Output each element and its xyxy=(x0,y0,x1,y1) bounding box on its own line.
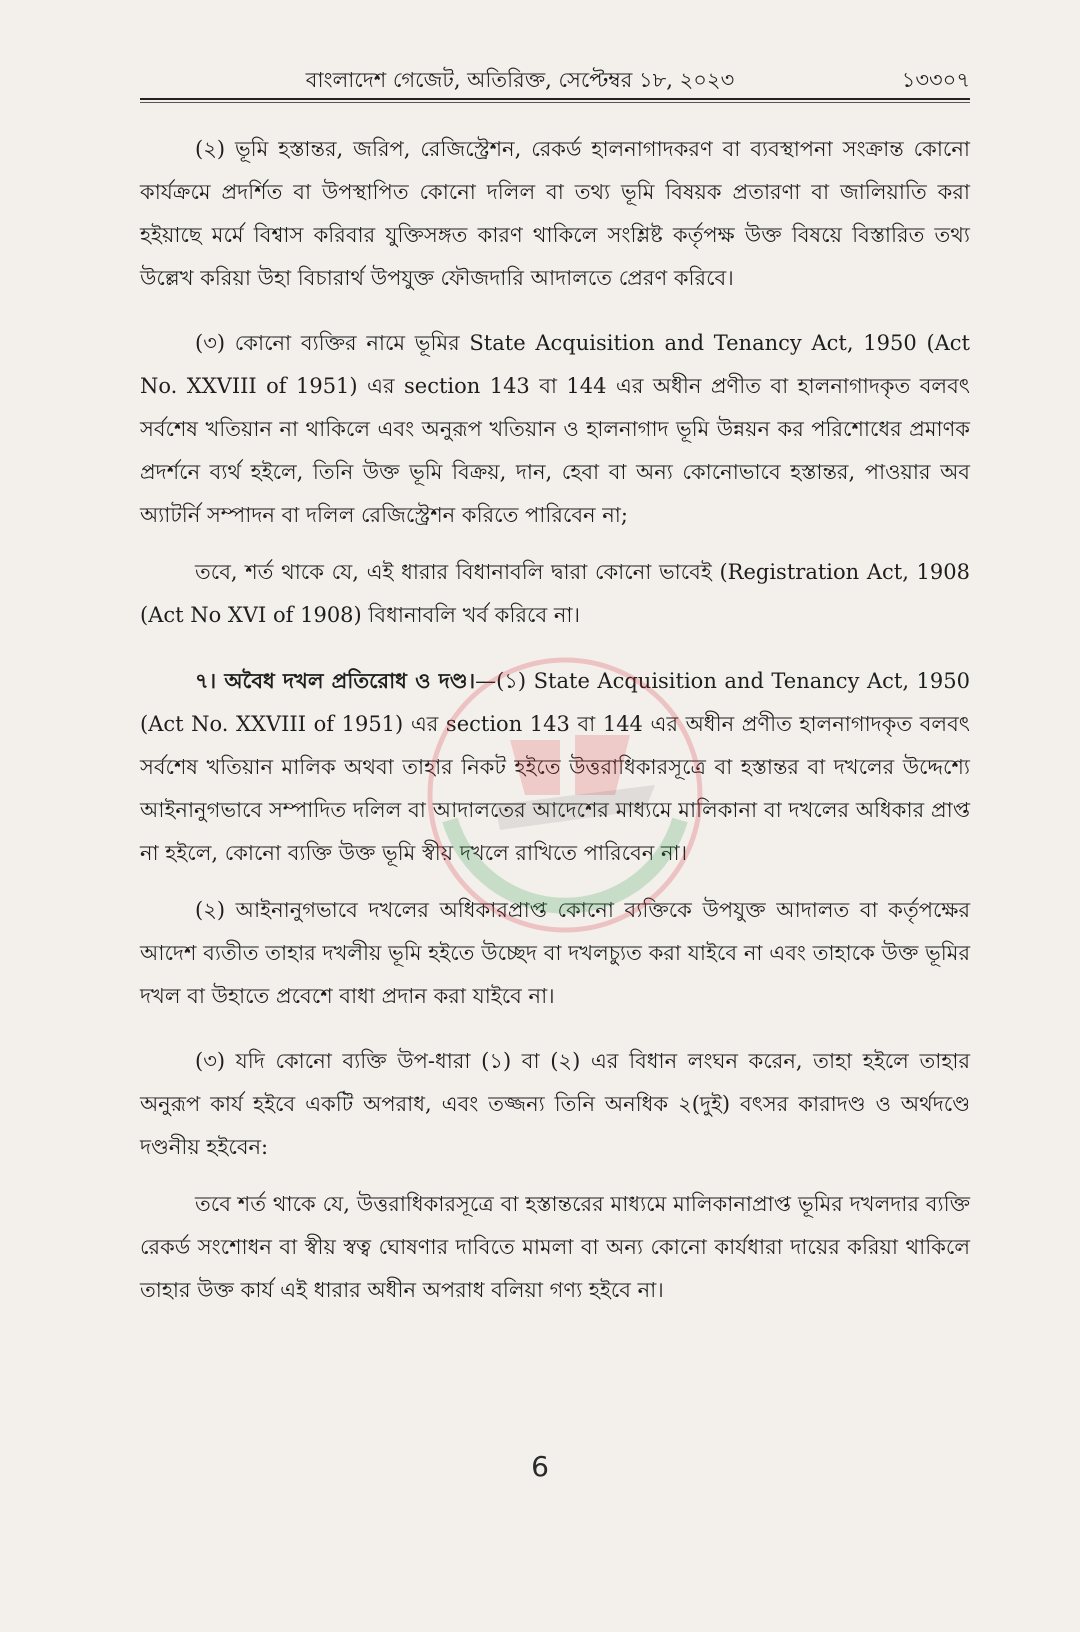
section-7-sub-2: (২) আইনানুগভাবে দখলের অধিকারপ্রাপ্ত কোনো ব্যক্তিকে উপযুক্ত আদালত বা কর্তৃপক্ষের আদেশ ব্যতীত তাহার দখলীয় ভূমি হইতে উচ্ছেদ বা দখলচ্যুত করা যাইবে না এবং তাহাকে উক্ত ভূমির দখল বা উহাতে প্রবেশে বাধা প্রদান করা যাইবে না। xyxy=(140,898,970,1008)
section-7-proviso: তবে শর্ত থাকে যে, উত্তরাধিকারসূত্রে বা হস্তান্তরের মাধ্যমে মালিকানাপ্রাপ্ত ভূমির দখলদার ব্যক্তি রেকর্ড সংশোধন বা স্বীয় স্বত্ব ঘোষণার দাবিতে মামলা বা অন্য কোনো কার্যধারা দায়ের করিয়া থাকিলে তাহার উক্ত কার্য এই ধারার অধীন অপরাধ বলিয়া গণ্য হইবে না। xyxy=(140,1192,970,1302)
paragraph-6-2: (২) ভূমি হস্তান্তর, জরিপ, রেজিস্ট্রেশন, রেকর্ড হালনাগাদকরণ বা ব্যবস্থাপনা সংক্রান্ত কোনো কার্যক্রমে প্রদর্শিত বা উপস্থাপিত কোনো দলিল বা তথ্য ভূমি বিষয়ক প্রতারণা বা জালিয়াতি করা হইয়াছে মর্মে বিশ্বাস করিবার যুক্তিসঙ্গত কারণ থাকিলে সংশ্লিষ্ট কর্তৃপক্ষ উক্ত বিষয়ে বিস্তারিত তথ্য উল্লেখ করিয়া উহা বিচারার্থ উপযুক্ত ফৌজদারি আদালতে প্রেরণ করিবে। xyxy=(140,137,970,290)
gazette-page-number: ১৩৩০৭ xyxy=(901,68,970,92)
page-header xyxy=(140,58,970,98)
paragraph-proviso-1: তবে, শর্ত থাকে যে, এই ধারার বিধানাবলি দ্বারা কোনো ভাবেই (Registration Act, 1908 (Act No XVI of 1908) বিধানাবলি খর্ব করিবে না। xyxy=(140,560,970,627)
gazette-title: বাংলাদেশ গেজেট, অতিরিক্ত, সেপ্টেম্বর ১৮, ২০২৩ xyxy=(305,68,735,92)
header-rule xyxy=(140,98,970,100)
section-7-sub-1-text: —(১) State Acquisition and Tenancy Act, 1950 (Act No. XXVIII of 1951) এর section 143 বা 144 এর অধীন প্রণীত হালনাগাদকৃত বলবৎ সর্বশেষ খতিয়ান মালিক অথবা তাহার নিকট হইতে উত্তরাধিকারসূত্রে বা হস্তান্তর বা দখলের উদ্দেশ্যে আইনানুগভাবে সম্পাদিত দলিল বা আদালতের আদেশের মাধ্যমে মালিকানা বা দখলের অধিকার প্রাপ্ত না হইলে, কোনো ব্যক্তি উক্ত ভূমি স্বীয় দখলে রাখিতে পারিবেন না। xyxy=(140,669,970,865)
paragraph-6-3: (৩) কোনো ব্যক্তির নামে ভূমির State Acquisition and Tenancy Act, 1950 (Act No. XXVIII of 1951) এর section 143 বা 144 এর অধীন প্রণীত বা হালনাগাদকৃত বলবৎ সর্বশেষ খতিয়ান না থাকিলে এবং অনুরূপ খতিয়ান ও হালনাগাদ ভূমি উন্নয়ন কর পরিশোধের প্রমাণক প্রদর্শনে ব্যর্থ হইলে, তিনি উক্ত ভূমি বিক্রয়, দান, হেবা বা অন্য কোনোভাবে হস্তান্তর, পাওয়ার অব অ্যাটর্নি সম্পাদন বা দলিল রেজিস্ট্রেশন করিতে পারিবেন না; xyxy=(140,331,970,527)
footer-page-number: 6 xyxy=(531,1450,549,1483)
header-rule-thin xyxy=(140,102,970,103)
section-7-heading: ৭। অবৈধ দখল প্রতিরোধ ও দণ্ড। xyxy=(195,668,476,693)
section-7-sub-1 xyxy=(140,659,970,875)
document-body xyxy=(140,128,970,1334)
section-7-sub-3: (৩) যদি কোনো ব্যক্তি উপ-ধারা (১) বা (২) এর বিধান লংঘন করেন, তাহা হইলে তাহার অনুরূপ কার্য হইবে একটি অপরাধ, এবং তজ্জন্য তিনি অনধিক ২(দুই) বৎসর কারাদণ্ড ও অর্থদণ্ডে দণ্ডনীয় হইবেন: xyxy=(140,1049,970,1159)
